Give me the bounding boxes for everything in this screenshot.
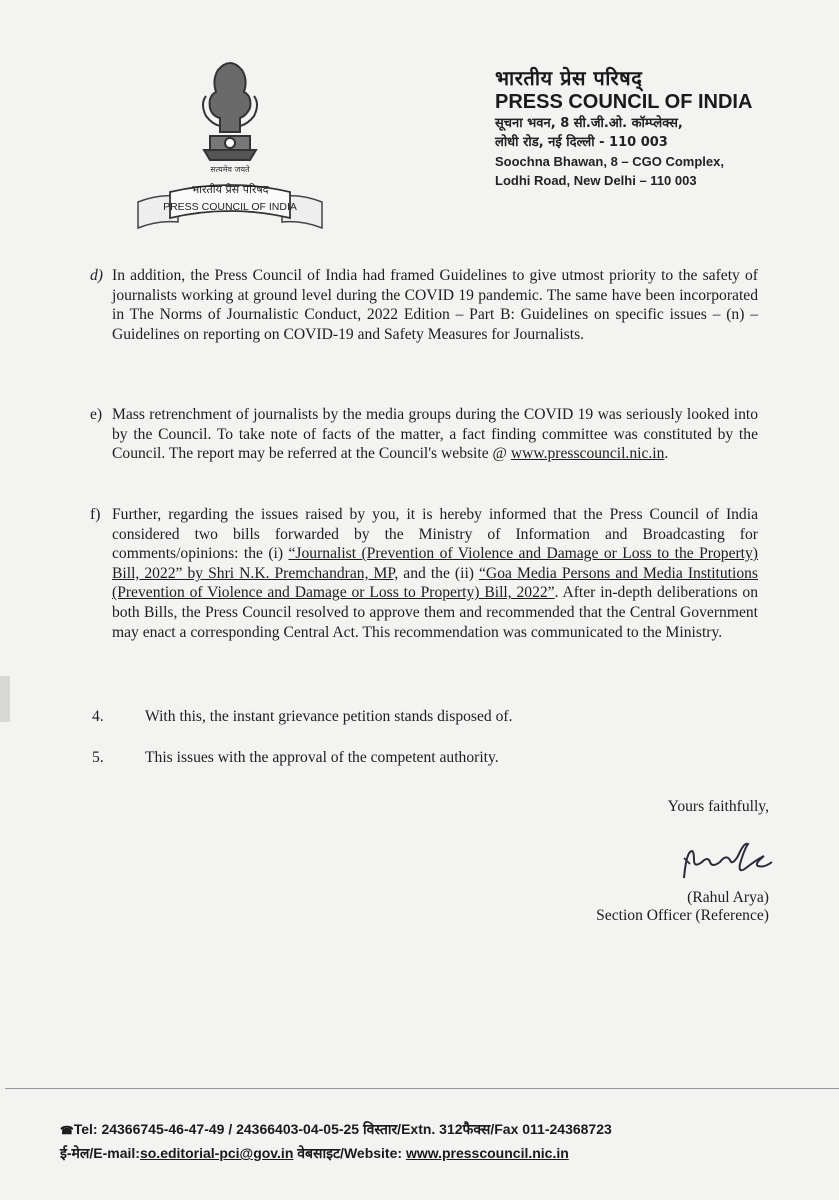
footer-contact	[60, 1118, 780, 1164]
scan-edge-mark	[0, 676, 10, 722]
bill-1-title: “Journalist (Prevention of Violence and Damage or Loss to the Property) Bill, 2022” by Shri N.K. Premchandran, MP,	[112, 545, 758, 582]
signatory-designation: Section Officer (Reference)	[596, 907, 769, 924]
email-label: ई-मेल/E-mail:	[60, 1145, 140, 1161]
handwritten-signature	[666, 838, 786, 890]
paragraph-f	[90, 505, 758, 642]
paragraph-e	[90, 405, 758, 464]
svg-text:भारतीय प्रेस परिषद: भारतीय प्रेस परिषद	[191, 183, 269, 196]
paragraph-e-label: e)	[90, 406, 103, 423]
phone-icon: ☎	[60, 1125, 74, 1137]
paragraph-e-body	[90, 405, 758, 464]
email-link[interactable]: so.editorial-pci@gov.in	[139, 1145, 294, 1161]
paragraph-f-body	[90, 505, 758, 642]
item-4-number: 4.	[92, 708, 104, 725]
address-hindi-line-2: लोधी रोड, नई दिल्ली - 110 003	[495, 135, 668, 150]
item-4-text: With this, the instant grievance petition stands disposed of.	[145, 708, 513, 725]
paragraph-d	[90, 266, 758, 344]
footer-phone-text: Tel: 24366745-46-47-49 / 24366403-04-05-25 विस्तार/Extn. 312फैक्स/Fax 011-24368723	[73, 1121, 612, 1137]
paragraph-e-end: .	[664, 445, 669, 463]
paragraph-e-text: Mass retrenchment of journalists by the media groups during the COVID 19 was seriously looked into by the Council. To take note of facts of the matter, a fact finding committee was constituted by the Council. The report may be referred at the Council's website @	[112, 406, 758, 463]
signatory-name: (Rahul Arya)	[687, 889, 769, 906]
closing-salutation: Yours faithfully,	[667, 798, 769, 815]
address-english-line-2: Lodhi Road, New Delhi – 110 003	[495, 173, 697, 188]
paragraph-f-text-3: . After in-depth deliberations on both Bills, the Press Council resolved to approve them and recommended that the Central Government may enact a corresponding Central Act. This recommendation was communicated to the Ministry.	[112, 584, 759, 641]
paragraph-f-text-1: Further, regarding the issues raised by you, it is hereby informed that the Press Council of India considered two bills forwarded by the Ministry of Information and Broadcasting for comments/opinions: the (i)	[112, 506, 758, 563]
council-name-english: PRESS COUNCIL OF INDIA	[495, 91, 753, 113]
footer-divider	[5, 1088, 839, 1089]
address-hindi-line-1: सूचना भवन, 8 सी.जी.ओ. कॉम्प्लेक्स,	[495, 116, 683, 131]
bill-2-title: “Goa Media Persons and Media Institutions (Prevention of Violence and Damage or Loss to Property) Bill, 2022”	[112, 564, 759, 602]
paragraph-f-label: f)	[90, 506, 101, 523]
paragraph-f-text-2: and the (ii)	[398, 564, 480, 582]
footer-phone-line	[60, 1118, 780, 1142]
footer-email-line	[60, 1142, 780, 1164]
item-5-number: 5.	[92, 749, 104, 766]
website-label: वेबसाइट/Website:	[293, 1145, 406, 1161]
presscouncil-website-link[interactable]: www.presscouncil.nic.in	[510, 445, 665, 463]
svg-text:PRESS COUNCIL OF INDIA: PRESS COUNCIL OF INDIA	[163, 201, 297, 213]
svg-text:सत्यमेव जयते: सत्यमेव जयते	[210, 165, 250, 174]
item-5-text: This issues with the approval of the competent authority.	[145, 749, 499, 766]
paragraph-d-label: d)	[90, 267, 103, 284]
address-english-line-1: Soochna Bhawan, 8 – CGO Complex,	[495, 154, 724, 169]
paragraph-d-text: In addition, the Press Council of India had framed Guidelines to give utmost priority to the safety of journalists working at ground level during the COVID 19 pandemic. The same have been incorporated in The Norms of Journalistic Conduct, 2022 Edition – Part B: Guidelines on specific issues – (n) – Guidelines on reporting on COVID-19 and Safety Measures for Journalists.	[112, 267, 758, 343]
letterhead-address-block	[495, 64, 830, 190]
council-name-hindi: भारतीय प्रेस परिषद्	[495, 66, 643, 90]
footer-website-link[interactable]: www.presscouncil.nic.in	[405, 1145, 569, 1161]
press-council-emblem-logo	[130, 52, 330, 230]
